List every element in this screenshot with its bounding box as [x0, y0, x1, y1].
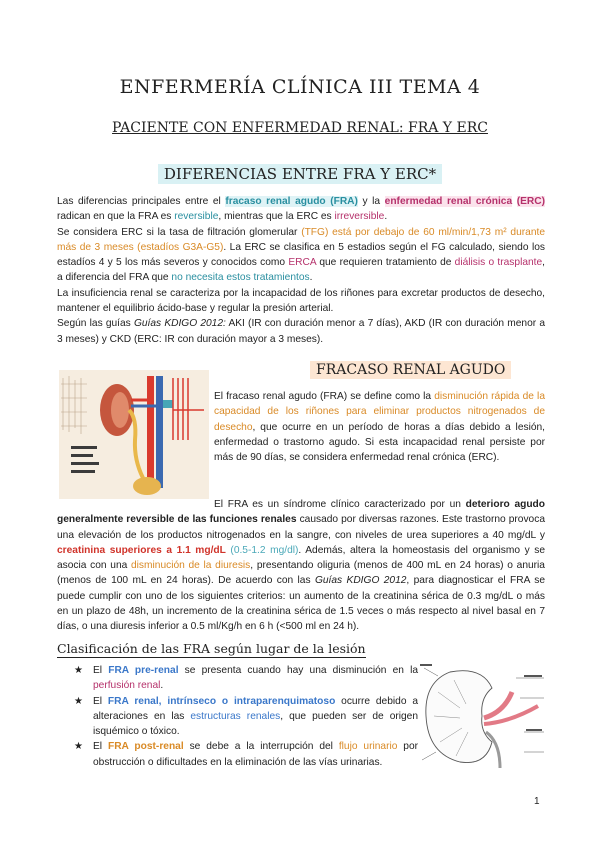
text: El: [93, 741, 108, 753]
document-subtitle: [0, 120, 600, 136]
text: radican en que la FRA es: [57, 211, 175, 223]
urinary-system-drawing: [59, 370, 209, 499]
paragraph: [57, 497, 545, 635]
star-icon: ★: [74, 665, 83, 676]
highlight-creatinina: creatinina superiores a 1.1 mg/dL: [57, 544, 226, 556]
star-icon: ★: [74, 741, 83, 753]
text: El: [93, 665, 109, 676]
citation-kdigo: Guías KDIGO 2012: [314, 575, 407, 587]
text: y la: [357, 196, 385, 207]
highlight-prerenal: FRA pre-renal: [108, 665, 179, 676]
clasificacion-list: [74, 663, 419, 770]
kidney-cross-section-illustration: [420, 662, 546, 770]
subtitle-text: PACIENTE CON ENFERMEDAD RENAL: FRA Y ERC: [112, 120, 488, 136]
document-title: ENFERMERÍA CLÍNICA III TEMA 4: [119, 76, 481, 98]
section-heading-diferencias-text: DIFERENCIAS ENTRE FRA Y ERC*: [158, 164, 442, 184]
section-heading-fra-text: FRACASO RENAL AGUDO: [310, 361, 511, 379]
text: El: [93, 695, 108, 707]
list-item: [74, 694, 419, 740]
kidney-drawing: [420, 662, 546, 770]
urinary-system-illustration: [59, 370, 209, 499]
text: se debe a la interrupción del: [183, 741, 339, 753]
highlight-estructuras: estructuras renales: [190, 710, 281, 722]
text: , que ocurre en un período de horas a días debido a lesión, enfermedad o trastorno agudo. Si esta incapacidad renal persiste por más de 90 días, se considera enfermedad renal crónica (ERC).: [214, 421, 545, 464]
list-item: [74, 663, 419, 694]
highlight-flujo: flujo urinario: [338, 741, 398, 753]
page-number: 1: [534, 796, 540, 807]
star-icon: ★: [74, 695, 83, 707]
section-fra-body: [57, 497, 545, 635]
text: . La ERC se clasifica en 5 estadios según el FG calculado, siendo los estadíos 4 y 5 los más severos y conocidos como: [57, 241, 545, 269]
text: ocurre debido a alteraciones en las: [93, 695, 419, 722]
text: .: [384, 211, 388, 223]
text: , para diagnosticar el FRA se puede cumplir con uno de los siguientes criterios: un aumento de la creatinina sérica de 0.3 mg/dL o más en un plazo de 48h, un incremento de la creatinina sérica de 1.5 veces o más respecto al nivel basal en 7 días, o una diuresis inferior a 0.5 ml/Kg/h en 6 h (<500 ml en 24 h).: [57, 575, 545, 633]
highlight-fra: fracaso renal agudo (FRA): [225, 196, 358, 207]
text: El FRA es un síndrome clínico caracterizado por un: [214, 499, 466, 510]
text: Las diferencias principales entre el: [57, 196, 226, 207]
highlight-rango-creatinina: (0.5-1.2 mg/dl): [225, 544, 299, 556]
text: , a diferencia del FRA que: [57, 257, 546, 284]
text: causado por diversas razones. Este trastorno provoca una elevación de los productos nitrogenados en la sangre, con niveles de urea superiores a 40 mg/dL y: [57, 514, 545, 541]
paragraph: [57, 194, 545, 225]
section-heading-clasificacion: Clasificación de las FRA según lugar de la lesión: [57, 641, 366, 656]
text: , mientras que la ERC es: [218, 211, 335, 223]
paragraph: [214, 389, 545, 465]
text: se presenta cuando hay una disminución en la: [178, 665, 419, 676]
text: , presentando oliguria (menos de 400 mL en 24 horas) o anuria (menos de 100 mL en 24 horas). De acuerdo con las: [57, 560, 545, 587]
section-diferencias-body: [57, 194, 545, 347]
section-heading-fra: [310, 362, 511, 378]
section-fra-body-top: [214, 389, 545, 465]
paragraph: [57, 225, 545, 286]
paragraph: [57, 316, 545, 347]
highlight-reversible: reversible: [174, 211, 219, 223]
highlight-no-tratamientos: no necesita estos tratamientos: [171, 272, 310, 284]
list-item: [74, 739, 419, 770]
highlight-perfusion: perfusión renal: [93, 680, 161, 692]
text: .: [309, 272, 313, 284]
highlight-deterioro: deterioro agudo generalmente reversible de las funciones renales: [57, 499, 545, 526]
highlight-dialisis: diálisis o trasplante: [454, 257, 543, 269]
text: Se considera ERC si la tasa de filtración glomerular: [57, 226, 302, 238]
text: Según las guías: [57, 318, 134, 330]
highlight-irreversible: irreversible: [334, 211, 385, 223]
highlight-postrenal: FRA post-renal: [107, 741, 184, 753]
text: . Además, altera la homeostasis del organismo y se asocia con una: [57, 544, 545, 572]
highlight-disminucion-rapida: disminución rápida de la capacidad de los riñones para eliminar productos nitrogenados de desecho: [214, 391, 545, 433]
highlight-erca: ERCA: [288, 257, 317, 269]
text: El fracaso renal agudo (FRA) se define como la: [214, 391, 435, 402]
section-heading-diferencias: [0, 165, 600, 183]
highlight-diuresis: disminución de la diuresis: [131, 560, 251, 572]
citation-kdigo: Guías KDIGO 2012:: [133, 318, 226, 330]
text: por obstrucción o dificultades en la eliminación de las vías urinarias.: [93, 741, 419, 768]
highlight-erc: enfermedad renal crónica: [384, 196, 513, 207]
text: AKI (IR con duración menor a 7 días), AKD (IR con duración menor a 3 meses) y CKD (ERC: IR con duración mayor a 3 meses).: [57, 318, 545, 345]
text: , que pueden ser de origen isquémico o tóxico.: [93, 710, 419, 738]
highlight-tfg: (TFG) está por debajo de 60 ml/min/1,73 m² durante más de 3 meses (estadíos G3A-G5): [57, 226, 545, 253]
paragraph: La insuficiencia renal se caracteriza por la incapacidad de los riñones para excretar productos de desecho, mantener el equilibrio ácido-base y regular la presión arterial.: [57, 287, 545, 315]
highlight-renal: FRA renal, intrínseco o intraparenquimatoso: [107, 695, 336, 707]
highlight-erc-abbr: (ERC): [516, 196, 545, 207]
text: .: [160, 680, 164, 692]
text: que requieren tratamiento de: [316, 257, 455, 269]
